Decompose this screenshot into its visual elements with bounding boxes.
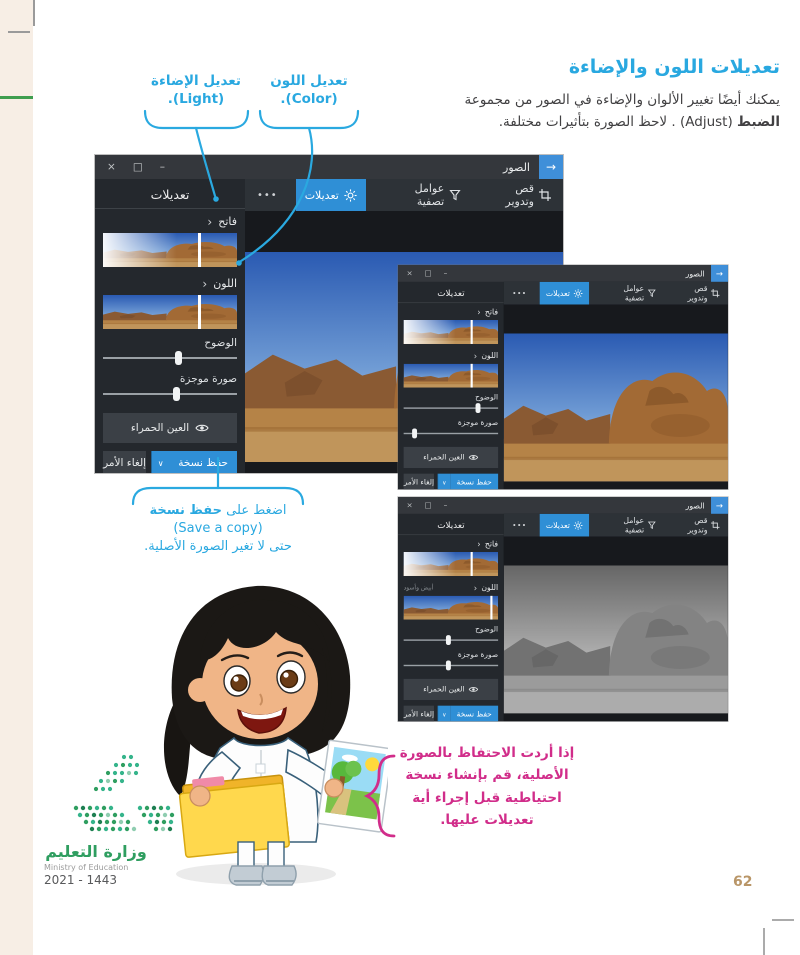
save-options-caret-button[interactable]: [438, 474, 451, 490]
more-options-button[interactable]: •••: [512, 521, 527, 530]
clarity-label: الوضوح: [475, 625, 499, 634]
maximize-icon[interactable]: □: [424, 501, 432, 510]
red-eye-button[interactable]: [404, 679, 498, 700]
slider-thumb[interactable]: [446, 661, 451, 671]
filter-icon: [449, 189, 461, 201]
panel-button-row: [404, 706, 498, 722]
vignette-label: صورة موجزة: [457, 650, 499, 660]
slider-track: [103, 357, 237, 359]
crop-rotate-label: قص وتدوير: [687, 284, 708, 303]
window-controls: [398, 269, 447, 277]
sun-icon: [344, 189, 357, 202]
photos-app-window-2: [398, 265, 728, 490]
adjustments-label: تعديلات: [545, 520, 570, 530]
adjustments-tab-button[interactable]: [539, 514, 588, 537]
save-copy-button[interactable]: [450, 706, 498, 722]
cancel-button[interactable]: [103, 451, 146, 473]
crop-rotate-button[interactable]: [479, 179, 555, 211]
color-bracket: [260, 111, 358, 128]
light-callout-title: تعديل الإضاءة: [151, 73, 241, 89]
photos-app-window-3: [398, 497, 728, 722]
color-section-toggle[interactable]: [404, 347, 498, 362]
save-copy-label: حفظ نسخة: [456, 477, 492, 487]
cancel-label: إلغاء الأمر: [403, 477, 435, 487]
ministry-logo-arabic: وزارة التعليم: [45, 842, 147, 861]
more-options-button[interactable]: •••: [512, 289, 527, 298]
crop-icon: [711, 521, 719, 529]
filter-icon: [648, 521, 656, 529]
cancel-button[interactable]: [404, 706, 434, 722]
exposure-fade: [103, 233, 237, 267]
save-callout-line3: حتى لا تغير الصورة الأصلية.: [144, 539, 292, 555]
panel-header: تعديلات: [437, 519, 465, 531]
light-bracket: [145, 111, 248, 128]
exposure-fade: [404, 552, 498, 576]
color-slider-strip[interactable]: [404, 596, 498, 620]
color-callout-label: [255, 73, 363, 108]
crop-mark: [33, 0, 35, 26]
intro-line1: يمكنك أيضًا تغيير الألوان والإضاءة في الصور من مجموعة: [464, 92, 780, 108]
filters-button[interactable]: [599, 514, 659, 537]
light-section-label: فاتح: [218, 215, 237, 228]
save-copy-label: حفظ نسخة: [456, 709, 492, 719]
app-title: الصور: [685, 500, 705, 511]
crop-rotate-label: قص وتدوير: [505, 182, 534, 208]
crop-mark: [772, 919, 794, 921]
crop-icon: [711, 289, 719, 297]
bw-note-label: أبيض وأسود: [403, 584, 434, 592]
red-eye-label: العين الحمراء: [423, 685, 465, 694]
canvas-column: [504, 514, 728, 721]
filters-label: عوامل تصفية: [623, 284, 645, 303]
eye-icon: [469, 454, 479, 461]
adjustments-panel: [398, 282, 504, 489]
vignette-label: صورة موجزة: [179, 373, 237, 385]
app-title: الصور: [503, 160, 530, 174]
window-titlebar: [95, 155, 563, 179]
caret-down-icon: ∨: [157, 458, 164, 468]
crop-rotate-button[interactable]: [669, 282, 722, 305]
light-section-toggle[interactable]: [404, 303, 498, 318]
crop-rotate-label: قص وتدوير: [687, 516, 708, 535]
backup-line3: احتياطية قبل إجراء أية: [412, 789, 562, 806]
window-controls: [398, 501, 447, 509]
filters-button[interactable]: [599, 282, 659, 305]
slider-thumb[interactable]: [412, 429, 417, 439]
light-callout-label: [140, 73, 252, 108]
maximize-icon[interactable]: □: [424, 269, 432, 278]
minimize-icon[interactable]: –: [443, 269, 448, 278]
light-slider-strip[interactable]: [404, 552, 498, 576]
light-slider-bar[interactable]: [198, 233, 201, 267]
slider-thumb[interactable]: [446, 635, 451, 645]
backup-line1: إذا أردت الاحتفاظ بالصورة: [399, 745, 575, 761]
chevron-left-icon: ‹: [477, 538, 481, 549]
back-button[interactable]: [539, 155, 563, 179]
save-copy-split-button: [438, 706, 498, 722]
panel-button-row: [404, 474, 498, 490]
filters-button[interactable]: [380, 179, 465, 211]
ministry-logo-english: Ministry of Education: [44, 863, 129, 872]
back-arrow-icon: →: [715, 268, 724, 279]
crop-mark: [8, 31, 30, 33]
panel-header: تعديلات: [150, 187, 190, 202]
minimize-icon[interactable]: –: [443, 501, 448, 510]
backup-note: [396, 742, 578, 831]
save-copy-callout: [117, 502, 319, 557]
slider-thumb[interactable]: [175, 351, 182, 365]
save-copy-button[interactable]: [169, 451, 237, 473]
close-icon[interactable]: ×: [406, 269, 413, 278]
chevron-left-icon: ‹: [473, 582, 478, 593]
save-copy-split-button: [151, 451, 237, 473]
adjustments-tab-button[interactable]: [539, 282, 588, 305]
caret-down-icon: ∨: [442, 710, 447, 718]
vignette-slider[interactable]: [404, 661, 498, 671]
light-slider-bar[interactable]: [471, 552, 473, 576]
app-title: الصور: [685, 268, 705, 279]
back-arrow-icon: →: [715, 500, 724, 511]
adjustments-panel: [95, 179, 245, 473]
color-slider-bar[interactable]: [491, 596, 493, 620]
photo-canvas: [504, 333, 728, 481]
intro-paragraph: [420, 90, 780, 133]
light-slider-strip[interactable]: [404, 320, 498, 344]
color-section-label: اللون: [481, 583, 499, 593]
color-slider-strip[interactable]: [103, 295, 237, 329]
sun-icon: [573, 521, 582, 530]
save-callout-line2: (Save a copy): [173, 521, 263, 537]
slider-track: [103, 393, 237, 395]
light-section-toggle[interactable]: [103, 209, 237, 230]
intro-bold-term: الضبط: [737, 113, 780, 130]
page-title: تعديلات اللون والإضاءة: [568, 56, 780, 78]
save-callout-prefix: اضغط على: [222, 503, 287, 518]
close-icon[interactable]: ×: [107, 161, 116, 173]
light-slider-strip[interactable]: [103, 233, 237, 267]
color-section-toggle[interactable]: [404, 579, 498, 594]
crop-mark: [763, 928, 765, 955]
eye-icon: [195, 423, 209, 433]
light-slider-bar[interactable]: [471, 320, 473, 344]
color-slider-bar[interactable]: [471, 364, 473, 388]
panel-button-row: [103, 451, 237, 473]
student-character-illustration: [138, 578, 388, 893]
color-section-label: اللون: [213, 277, 237, 290]
color-slider-strip[interactable]: [404, 364, 498, 388]
intro-rest: (Adjust) . لاحظ الصورة بتأثيرات مختلفة.: [498, 113, 738, 130]
editor-toolbar: [504, 282, 728, 305]
chevron-left-icon: ‹: [207, 214, 213, 229]
backup-line4: تعديلات عليها.: [440, 811, 534, 828]
backup-line2: الأصلية، قم بإنشاء نسخة: [405, 767, 569, 784]
back-button[interactable]: [711, 265, 728, 282]
clarity-slider[interactable]: [103, 351, 237, 365]
window-titlebar: [398, 265, 728, 282]
canvas-column: [504, 282, 728, 489]
slider-track: [404, 433, 498, 434]
photo-canvas: [504, 565, 728, 713]
editor-toolbar: [245, 179, 563, 211]
filter-icon: [648, 289, 656, 297]
slider-thumb[interactable]: [173, 387, 180, 401]
color-slider-bar[interactable]: [198, 295, 201, 329]
clarity-slider[interactable]: [404, 403, 498, 413]
save-copy-label: حفظ نسخة: [178, 457, 228, 469]
more-options-button[interactable]: •••: [257, 189, 278, 201]
clarity-label: الوضوح: [475, 393, 499, 402]
save-callout-bold: حفظ نسخة: [149, 503, 223, 518]
save-copy-split-button: [438, 474, 498, 490]
red-eye-button[interactable]: [404, 447, 498, 468]
caret-down-icon: ∨: [442, 478, 447, 486]
clarity-label: الوضوح: [204, 337, 237, 349]
save-options-caret-button[interactable]: [151, 451, 169, 473]
adjustments-label: تعديلات: [545, 288, 570, 298]
green-margin-line: [0, 96, 33, 99]
dots-pattern: [60, 745, 190, 845]
vignette-label: صورة موجزة: [457, 418, 499, 428]
close-icon[interactable]: ×: [406, 501, 413, 510]
chevron-left-icon: ‹: [473, 350, 478, 361]
window-titlebar: [398, 497, 728, 514]
editor-toolbar: [504, 514, 728, 537]
slider-track: [404, 407, 498, 408]
color-section-toggle[interactable]: [103, 271, 237, 292]
clarity-slider[interactable]: [404, 635, 498, 645]
color-section-label: اللون: [481, 351, 499, 361]
crop-icon: [539, 189, 551, 201]
red-eye-button[interactable]: [103, 413, 237, 443]
eye-icon: [469, 686, 479, 693]
window-controls: [95, 161, 165, 173]
page-number: 62: [733, 874, 753, 890]
cancel-button[interactable]: [404, 474, 434, 490]
vignette-slider[interactable]: [404, 429, 498, 439]
light-callout-subtitle: (Light).: [167, 90, 225, 107]
vignette-slider[interactable]: [103, 387, 237, 401]
pink-brace: [367, 756, 394, 836]
cancel-label: إلغاء الأمر: [403, 709, 435, 719]
adjustments-tab-button[interactable]: [296, 179, 366, 211]
light-section-toggle[interactable]: [404, 535, 498, 550]
chevron-left-icon: ‹: [477, 306, 481, 317]
adjustments-panel: [398, 514, 504, 721]
maximize-icon[interactable]: □: [132, 161, 143, 173]
exposure-fade: [404, 320, 498, 344]
back-button[interactable]: [711, 497, 728, 514]
sun-icon: [573, 289, 582, 298]
filters-label: عوامل تصفية: [623, 516, 645, 535]
cancel-label: إلغاء الأمر: [103, 457, 147, 469]
color-callout-title: تعديل اللون: [270, 73, 348, 89]
save-options-caret-button[interactable]: [438, 706, 451, 722]
edition-years: 2021 - 1443: [44, 873, 118, 887]
red-eye-label: العين الحمراء: [130, 422, 190, 434]
panel-header: تعديلات: [437, 287, 465, 299]
chevron-left-icon: ‹: [202, 276, 208, 291]
page-edge-strip: [0, 0, 33, 955]
color-callout-subtitle: (Color).: [280, 90, 338, 107]
adjustments-label: تعديلات: [304, 188, 339, 202]
save-copy-button[interactable]: [450, 474, 498, 490]
light-section-label: فاتح: [484, 539, 499, 549]
slider-thumb[interactable]: [475, 403, 480, 413]
light-section-label: فاتح: [484, 307, 499, 317]
crop-rotate-button[interactable]: [669, 514, 722, 537]
back-arrow-icon: →: [545, 160, 557, 174]
minimize-icon[interactable]: –: [159, 161, 165, 173]
filters-label: عوامل تصفية: [414, 182, 445, 208]
red-eye-label: العين الحمراء: [423, 453, 465, 462]
